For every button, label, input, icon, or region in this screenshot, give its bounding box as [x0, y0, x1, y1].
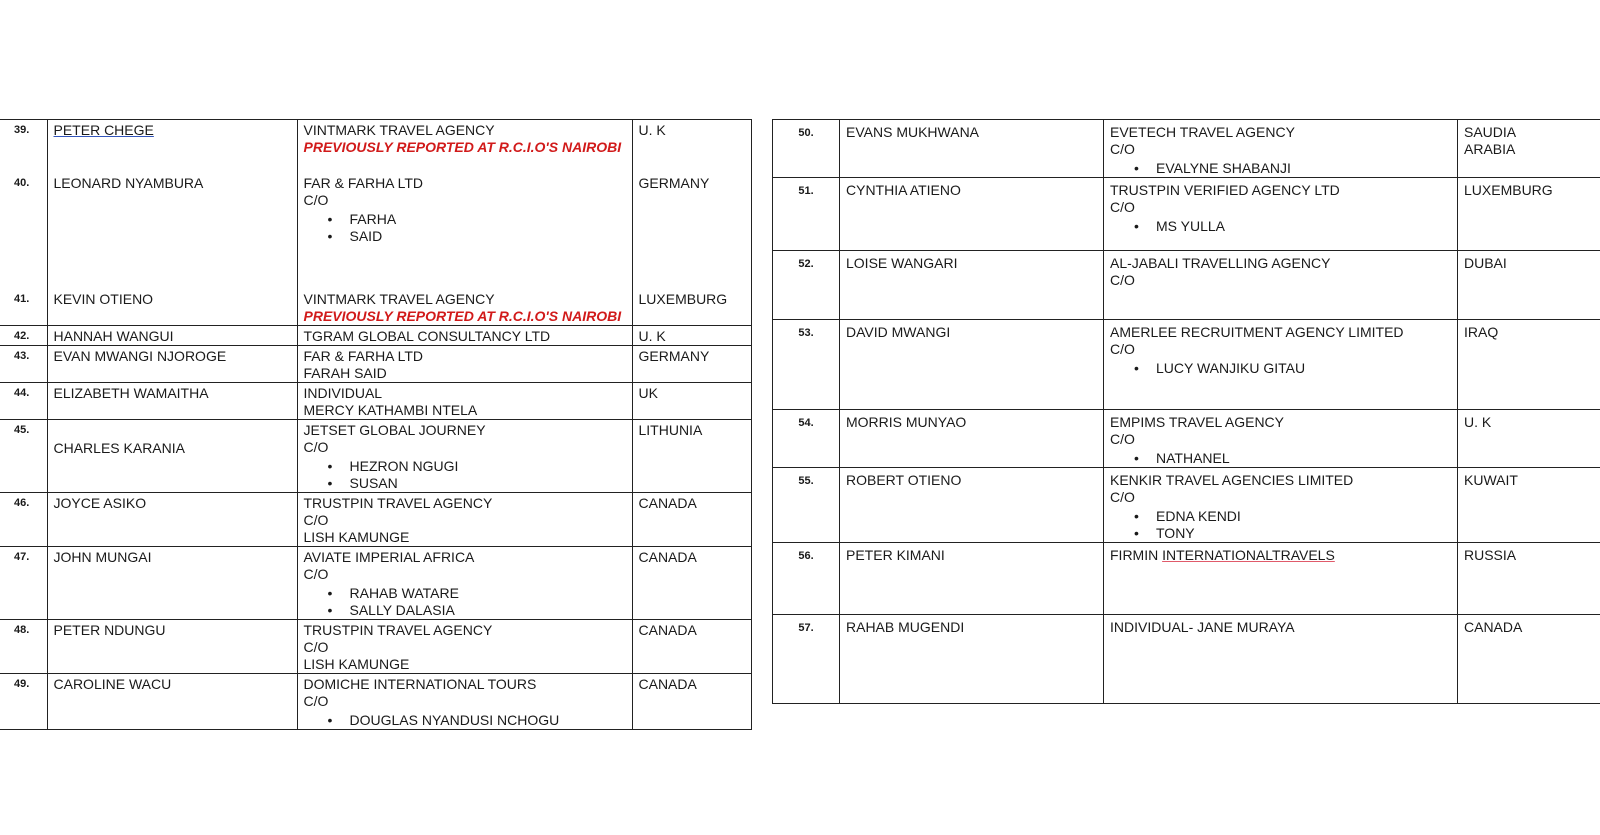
person-name: ROBERT OTIENO — [840, 468, 1104, 543]
contact-list — [304, 585, 626, 619]
table-row — [773, 410, 1600, 468]
contact-item: • TONY — [1134, 525, 1451, 542]
destination-country: DUBAI — [1458, 251, 1600, 320]
row-number: 45. — [0, 419, 47, 492]
row-number: 47. — [0, 546, 47, 619]
destination-country: RUSSIA — [1458, 543, 1600, 615]
destination-country: GERMANY — [632, 345, 751, 382]
destination-country: U. K — [632, 120, 751, 173]
contact-item: • NATHANEL — [1134, 450, 1451, 467]
table-row — [0, 289, 751, 326]
contact-list — [1110, 508, 1451, 542]
destination-country: GERMANY — [632, 173, 751, 289]
row-number: 51. — [773, 178, 840, 251]
person-name: EVANS MUKHWANA — [840, 120, 1104, 178]
care-of-label: C/O — [1110, 141, 1135, 157]
person-name: PETER NDUNGU — [47, 619, 297, 673]
agency-name: EMPIMS TRAVEL AGENCY — [1110, 414, 1285, 430]
care-of-label: C/O — [303, 692, 329, 709]
contact-item: • DOUGLAS NYANDUSI NCHOGU — [328, 712, 626, 729]
agency-name: VINTMARK TRAVEL AGENCY — [303, 122, 495, 138]
contact-list — [304, 211, 626, 245]
row-number: 42. — [0, 325, 47, 345]
table-row — [0, 419, 751, 492]
row-number: 54. — [773, 410, 840, 468]
left-records-table — [0, 119, 752, 730]
destination-country: CANADA — [1458, 615, 1600, 704]
contact-list — [1110, 360, 1451, 377]
care-of-label: C/O — [303, 191, 329, 208]
agency-name: VINTMARK TRAVEL AGENCY — [303, 290, 495, 307]
person-name: DAVID MWANGI — [840, 320, 1104, 410]
care-of-label: C/O — [303, 438, 329, 455]
row-number: 44. — [0, 382, 47, 419]
contact-list — [1110, 160, 1451, 177]
care-of-label: C/O — [303, 511, 329, 528]
person-name: EVAN MWANGI NJOROGE — [47, 345, 297, 382]
agency-name: EVETECH TRAVEL AGENCY — [1110, 124, 1295, 140]
destination-country: LUXEMBURG — [1458, 178, 1600, 251]
contact-item: • LUCY WANJIKU GITAU — [1134, 360, 1451, 377]
agency-name: TRUSTPIN VERIFIED AGENCY LTD — [1110, 182, 1340, 198]
agency-cell — [1104, 320, 1458, 410]
row-number: 50. — [773, 120, 840, 178]
table-row — [773, 615, 1600, 704]
destination-country: CANADA — [632, 492, 751, 546]
row-number: 41. — [0, 289, 47, 326]
destination-country: LUXEMBURG — [632, 289, 751, 326]
table-row — [0, 120, 751, 173]
agency-cell — [1104, 410, 1458, 468]
person-name: RAHAB MUGENDI — [840, 615, 1104, 704]
row-number: 43. — [0, 345, 47, 382]
agency-name: AVIATE IMPERIAL AFRICA — [303, 548, 475, 565]
table-row — [773, 178, 1600, 251]
person-name — [47, 419, 297, 492]
contact-item: • EVALYNE SHABANJI — [1134, 160, 1451, 177]
person-name — [47, 120, 297, 173]
agency-name: FAR & FARHA LTD — [303, 347, 424, 364]
row-number: 40. — [0, 173, 47, 289]
agency-cell — [297, 546, 632, 619]
contact-item: • SAID — [328, 228, 626, 245]
previously-reported-note: PREVIOUSLY REPORTED AT R.C.I.O'S NAIROBI — [303, 139, 622, 155]
right-records-table — [772, 119, 1600, 704]
country-line: SAUDIA — [1464, 124, 1517, 140]
destination-country: UK — [632, 382, 751, 419]
agency-cell — [1104, 468, 1458, 543]
destination-country: KUWAIT — [1458, 468, 1600, 543]
person-name: MORRIS MUNYAO — [840, 410, 1104, 468]
table-row — [0, 345, 751, 382]
person-name-text: PETER CHEGE — [53, 122, 154, 138]
person-name: HANNAH WANGUI — [47, 325, 297, 345]
table-row — [0, 382, 751, 419]
person-name: CAROLINE WACU — [47, 673, 297, 729]
care-of-label: C/O — [1110, 272, 1135, 288]
agency-name: AL-JABALI TRAVELLING AGENCY — [1110, 255, 1331, 271]
agency-cell — [1104, 543, 1458, 615]
care-of-label: C/O — [303, 638, 329, 655]
row-number: 39. — [0, 120, 47, 173]
agency-name-prefix: FIRMIN — [1110, 547, 1163, 563]
agency-name: FAR & FARHA LTD — [303, 174, 424, 191]
contact-list — [1110, 218, 1451, 235]
agency-cell — [297, 382, 632, 419]
care-of-label: C/O — [1110, 341, 1135, 357]
person-name-text: CHARLES KARANIA — [53, 439, 185, 456]
table-row — [0, 325, 751, 345]
care-of-label: C/O — [1110, 489, 1135, 505]
agency-cell — [1104, 251, 1458, 320]
agency-cell — [297, 345, 632, 382]
table-row — [0, 173, 751, 289]
agency-contact: FARAH SAID — [303, 364, 387, 381]
row-number: 55. — [773, 468, 840, 543]
contact-list — [304, 712, 626, 729]
agency-name: INDIVIDUAL — [303, 384, 383, 401]
contact-list — [1110, 450, 1451, 467]
row-number: 49. — [0, 673, 47, 729]
agency-contact: LISH KAMUNGE — [303, 655, 410, 672]
row-number: 53. — [773, 320, 840, 410]
destination-country: IRAQ — [1458, 320, 1600, 410]
person-name: JOHN MUNGAI — [47, 546, 297, 619]
care-of-label: C/O — [1110, 199, 1135, 215]
table-row — [0, 619, 751, 673]
contact-item: • SUSAN — [328, 475, 626, 492]
destination-country: LITHUNIA — [632, 419, 751, 492]
table-row — [773, 251, 1600, 320]
contact-item: • SALLY DALASIA — [328, 602, 626, 619]
table-row — [773, 543, 1600, 615]
agency-cell — [1104, 120, 1458, 178]
person-name: ELIZABETH WAMAITHA — [47, 382, 297, 419]
agency-name: AMERLEE RECRUITMENT AGENCY LIMITED — [1110, 324, 1404, 340]
country-line: ARABIA — [1464, 141, 1516, 157]
agency-contact: LISH KAMUNGE — [303, 528, 410, 545]
person-name: KEVIN OTIENO — [47, 289, 297, 326]
care-of-label: C/O — [303, 565, 329, 582]
agency-name: KENKIR TRAVEL AGENCIES LIMITED — [1110, 472, 1354, 488]
destination-country: CANADA — [632, 546, 751, 619]
agency-cell — [297, 120, 632, 173]
agency-name: JETSET GLOBAL JOURNEY — [303, 421, 486, 438]
agency-name: TGRAM GLOBAL CONSULTANCY LTD — [297, 325, 632, 345]
previously-reported-note: PREVIOUSLY REPORTED AT R.C.I.O'S NAIROBI — [303, 307, 622, 324]
destination-country: CANADA — [632, 619, 751, 673]
agency-contact: MERCY KATHAMBI NTELA — [303, 401, 478, 418]
person-name: JOYCE ASIKO — [47, 492, 297, 546]
destination-country — [1458, 120, 1600, 178]
contact-item: • FARHA — [328, 211, 626, 228]
person-name: LEONARD NYAMBURA — [47, 173, 297, 289]
row-number: 46. — [0, 492, 47, 546]
agency-name: TRUSTPIN TRAVEL AGENCY — [303, 494, 493, 511]
table-row — [0, 492, 751, 546]
agency-cell — [297, 419, 632, 492]
table-row — [773, 320, 1600, 410]
contact-item: • EDNA KENDI — [1134, 508, 1451, 525]
table-row — [0, 546, 751, 619]
person-name: CYNTHIA ATIENO — [840, 178, 1104, 251]
person-name: PETER KIMANI — [840, 543, 1104, 615]
contact-item: • MS YULLA — [1134, 218, 1451, 235]
agency-cell — [297, 673, 632, 729]
care-of-label: C/O — [1110, 431, 1135, 447]
row-number: 57. — [773, 615, 840, 704]
contact-list — [304, 458, 626, 492]
table-row — [0, 673, 751, 729]
agency-name-underlined: INTERNATIONALTRAVELS — [1162, 547, 1335, 563]
agency-name: DOMICHE INTERNATIONAL TOURS — [303, 675, 537, 692]
agency-name: INDIVIDUAL- JANE MURAYA — [1104, 615, 1458, 704]
contact-item: • RAHAB WATARE — [328, 585, 626, 602]
agency-cell — [297, 173, 632, 289]
person-name: LOISE WANGARI — [840, 251, 1104, 320]
destination-country: CANADA — [632, 673, 751, 729]
table-row — [773, 120, 1600, 178]
table-row — [773, 468, 1600, 543]
row-number: 52. — [773, 251, 840, 320]
agency-name: TRUSTPIN TRAVEL AGENCY — [303, 621, 493, 638]
destination-country: U. K — [1458, 410, 1600, 468]
destination-country: U. K — [632, 325, 751, 345]
agency-cell — [297, 289, 632, 326]
agency-cell — [1104, 178, 1458, 251]
agency-cell — [297, 619, 632, 673]
row-number: 56. — [773, 543, 840, 615]
row-number: 48. — [0, 619, 47, 673]
agency-cell — [297, 492, 632, 546]
contact-item: • HEZRON NGUGI — [328, 458, 626, 475]
